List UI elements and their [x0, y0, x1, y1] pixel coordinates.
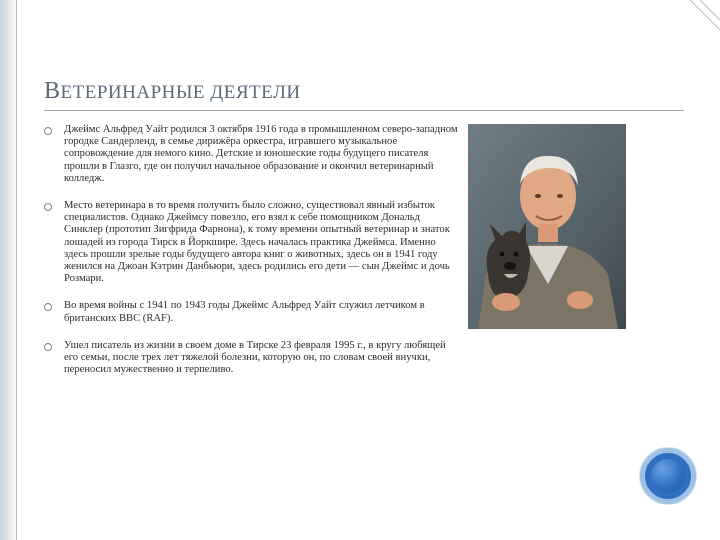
left-decorative-line	[16, 0, 17, 540]
portrait-photo	[468, 124, 626, 329]
bullet-text: Место ветеринара в то время получить было сложно, существовал явный избыток специалистов. Однако Джеймсу повезло, его взял к себе помощником Дональд Синклер (прототип Зигфрида Фарнона), к тому времени опытный ветеринар и знаток лошадей из города Тирск в Йоркшире. Здесь началась практика Джеймса. Именно здесь прошли зрелые годы будущего автора книг о животных, здесь он в 1941 году женился на Джоан Кэтрин Данбьюри, здесь родились его дети — сын Джеймс и дочь Розмари.	[64, 200, 450, 285]
bullet-circle-icon	[44, 303, 52, 311]
bullet-list	[44, 124, 459, 376]
bullet-circle-icon	[44, 203, 52, 211]
bullet-circle-icon	[44, 343, 52, 351]
slide-title-rest: ЕТЕРИНАРНЫЕ ДЕЯТЕЛИ	[60, 82, 301, 103]
corner-decoration	[660, 0, 720, 40]
bullet-text: Ушел писатель из жизни в своем доме в Тирске 23 февраля 1995 г., в кругу любящей его семьи, после трех лет тяжелой болезни, которую он, по словам своей внучки, переносил мужественно и терпеливо.	[64, 339, 446, 376]
decorative-orb	[640, 448, 696, 504]
list-item	[44, 200, 459, 285]
slide-title-initial: В	[44, 78, 61, 104]
decorative-orb-center	[651, 459, 685, 493]
list-item	[44, 340, 459, 377]
slide-title	[44, 78, 301, 105]
list-item	[44, 124, 459, 185]
bullet-circle-icon	[44, 127, 52, 135]
bullet-text: Джеймс Альфред Уайт родился 3 октября 1916 года в промышленном северо-западном городке Сандерленд, в семье дирижёра оркестра, игравшего музыкальное сопровождение для немого кино. Детские и юношеские годы будущего писателя прошли в Глазго, где он получил начальное образование и окончил ветеринарный колледж.	[64, 124, 458, 184]
title-underline	[44, 110, 684, 111]
list-item	[44, 300, 459, 324]
bullet-text: Во время войны с 1941 по 1943 годы Джеймс Альфред Уайт служил летчиком в британских ВВС (RAF).	[64, 300, 425, 324]
